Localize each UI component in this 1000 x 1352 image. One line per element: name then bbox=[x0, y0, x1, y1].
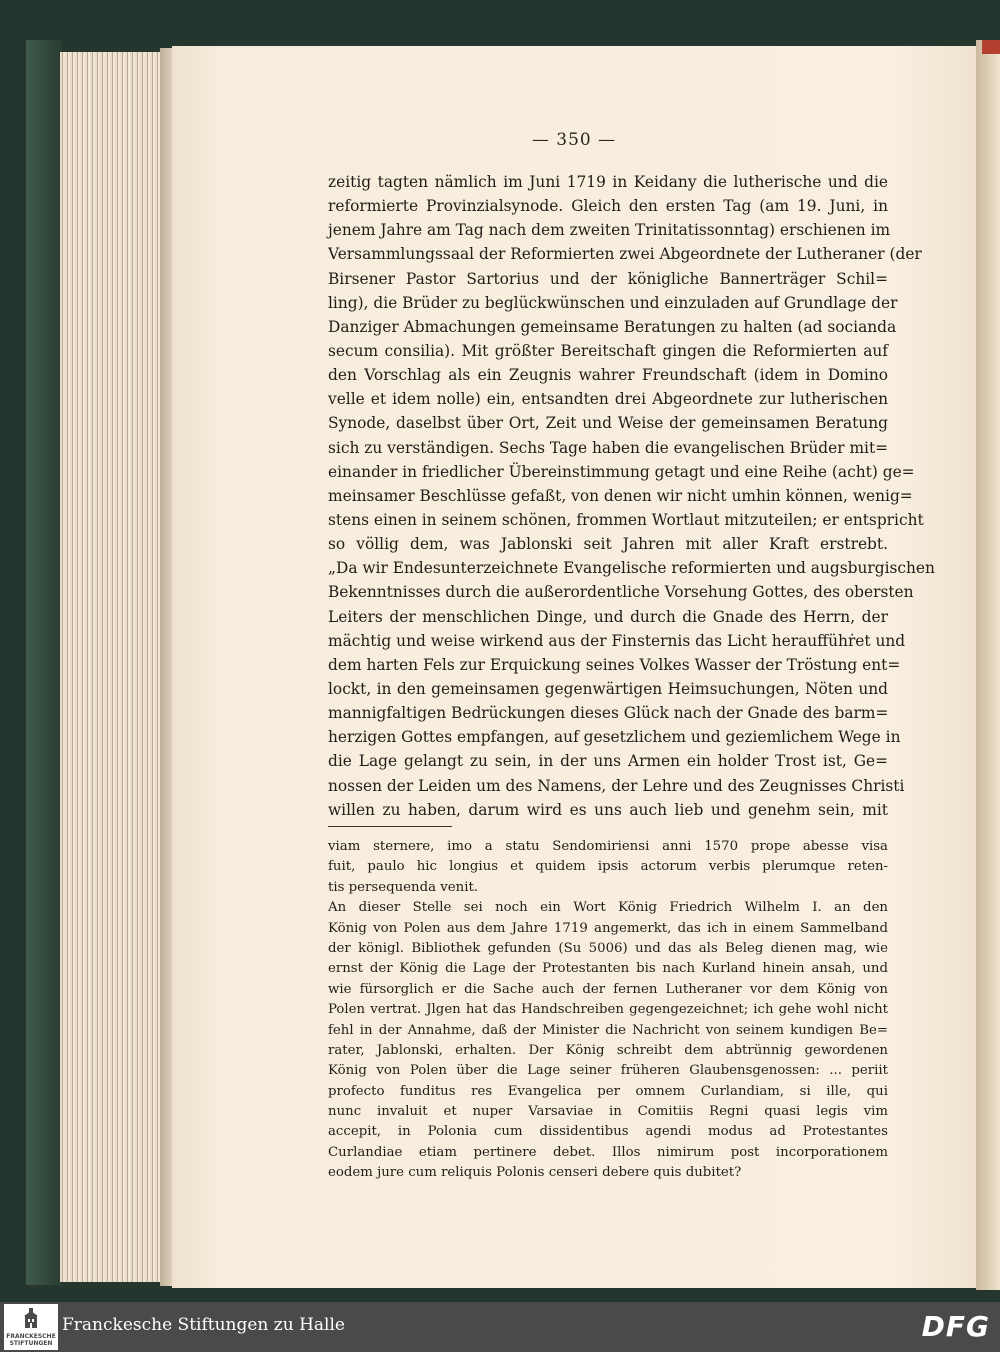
footnote-line: profecto funditus res Evangelica per omnem Curlandiam, si ille, qui bbox=[328, 1083, 888, 1099]
text-line: die Lage gelangt zu sein, in der uns Armen ein holder Trost ist, Ge= bbox=[328, 752, 888, 771]
footnote-block bbox=[328, 837, 888, 1184]
footnote-line: nunc invaluit et nuper Varsaviae in Comitiis Regni quasi legis vim bbox=[328, 1104, 888, 1120]
building-icon bbox=[22, 1308, 40, 1330]
text-line: so völlig dem, was Jablonski seit Jahren mit aller Kraft erstrebt. bbox=[328, 535, 888, 554]
text-line: den Vorschlag als ein Zeugnis wahrer Freundschaft (idem in Domino bbox=[328, 366, 888, 385]
text-line: dem harten Fels zur Erquickung seines Volkes Wasser der Tröstung ent= bbox=[328, 655, 901, 674]
dfg-logo[interactable]: DFG bbox=[921, 1310, 990, 1343]
footnote-line: der königl. Bibliothek gefunden (Su 5006) und das als Beleg dienen mag, wie bbox=[328, 940, 888, 956]
footnote-line: Polen vertrat. Jlgen hat das Handschreiben gegengezeichnet; ich gehe wohl nicht bbox=[328, 1002, 888, 1018]
text-line: Bekenntnisses durch die außerordentliche Vorsehung Gottes, des obersten bbox=[328, 583, 914, 602]
text-line: einander in friedlicher Übereinstimmung getagt und eine Reihe (acht) ge= bbox=[328, 462, 915, 481]
text-line: meinsamer Beschlüsse gefaßt, von denen wir nicht umhin können, wenig= bbox=[328, 486, 913, 505]
text-line: sich zu verständigen. Sechs Tage haben die evangelischen Brüder mit= bbox=[328, 438, 889, 457]
footnote-line: tis persequenda venit. bbox=[328, 879, 479, 895]
footnote-line: accepit, in Polonia cum dissidentibus agendi modus ad Protestantes bbox=[328, 1124, 888, 1140]
text-line: mannigfaltigen Bedrückungen dieses Glück nach der Gnade des barm= bbox=[328, 704, 889, 723]
footer-title[interactable]: Franckesche Stiftungen zu Halle bbox=[62, 1315, 345, 1335]
footnote-line: eodem jure cum reliquis Polonis censeri debere quis dubitet? bbox=[328, 1165, 742, 1181]
text-line: willen zu haben, darum wird es uns auch lieb und genehm sein, mit bbox=[328, 800, 888, 819]
text-line: Leiters der menschlichen Dinge, und durch die Gnade des Herrn, der bbox=[328, 607, 888, 626]
text-line: Birsener Pastor Sartorius und der königliche Bannerträger Schil= bbox=[328, 269, 888, 288]
text-line: „Da wir Endesunterzeichnete Evangelische reformierten und augsburgischen bbox=[328, 559, 935, 578]
footnote-line: König von Polen aus dem Jahre 1719 angemerkt, das ich in einem Sammelband bbox=[328, 920, 888, 936]
footnote-line: Curlandiae etiam pertinere debet. Illos nimirum post incorporationem bbox=[328, 1144, 888, 1160]
text-line: zeitig tagten nämlich im Juni 1719 in Keidany die lutherische und die bbox=[328, 173, 888, 191]
footnote-line: König von Polen über die Lage seiner früheren Glaubensgenossen: ... periit bbox=[328, 1063, 888, 1079]
logo-text bbox=[4, 1333, 58, 1347]
footnote-line: rater, Jablonski, erhalten. Der König schreibt dem abtrünnig gewordenen bbox=[328, 1042, 888, 1058]
viewer-footer bbox=[0, 1302, 1000, 1352]
text-line: herzigen Gottes empfangen, auf gesetzlichem und geziemlichem Wege in bbox=[328, 728, 901, 747]
text-line: velle et idem nolle) ein, entsandten drei Abgeordnete zur lutherischen bbox=[328, 390, 888, 409]
book-page bbox=[172, 46, 976, 1288]
text-line: Versammlungssaal der Reformierten zwei Abgeordnete der Lutheraner (der bbox=[328, 245, 922, 264]
text-line: lockt, in den gemeinsamen gegenwärtigen Heimsuchungen, Nöten und bbox=[328, 679, 888, 698]
text-line: Danziger Abmachungen gemeinsame Beratungen zu halten (ad socianda bbox=[328, 317, 897, 336]
text-line: mächtig und weise wirkend aus der Finsternis das Licht herauffühṙet und bbox=[328, 631, 906, 650]
footnote-line: ernst der König die Lage der Protestanten bis nach Kurland hinein ansah, und bbox=[328, 961, 888, 977]
footnote-line: wie fürsorglich er die Sache auch der fernen Lutheraner vor dem König von bbox=[328, 981, 888, 997]
text-line: Synode, daselbst über Ort, Zeit und Weise der gemeinsamen Beratung bbox=[328, 414, 888, 433]
facing-page-edge bbox=[976, 40, 1000, 1290]
franckesche-logo[interactable] bbox=[4, 1304, 58, 1350]
page-block-edges bbox=[60, 52, 165, 1282]
footnote-line: An dieser Stelle sei noch ein Wort König Friedrich Wilhelm I. an den bbox=[328, 900, 888, 916]
text-line: ling), die Brüder zu beglückwünschen und einzuladen auf Grundlage der bbox=[328, 293, 898, 312]
logo-text-line: STIFTUNGEN bbox=[9, 1340, 53, 1347]
footnote-divider bbox=[328, 826, 452, 827]
book-cover-edge bbox=[26, 40, 62, 1285]
footnote-line: fuit, paulo hic longius et quidem ipsis actorum verbis plerumque reten- bbox=[328, 859, 888, 875]
text-line: jenem Jahre am Tag nach dem zweiten Trinitatissonntag) erschienen im bbox=[328, 221, 891, 240]
text-line: secum consilia). Mit größter Bereitschaft gingen die Reformierten auf bbox=[328, 341, 888, 360]
footnote-line: viam sternere, imo a statu Sendomiriensi anni 1570 prope abesse visa bbox=[328, 839, 888, 854]
footnote-line: fehl in der Annahme, daß der Minister die Nachricht von seinem kundigen Be= bbox=[328, 1022, 888, 1038]
main-text-block bbox=[328, 170, 935, 822]
logo-text-line: FRANCKESCHE bbox=[6, 1333, 56, 1340]
text-line: stens einen in seinem schönen, frommen Wortlaut mitzuteilen; er entspricht bbox=[328, 510, 924, 529]
page-number: — 350 — bbox=[531, 130, 617, 150]
text-line: reformierte Provinzialsynode. Gleich den ersten Tag (am 19. Juni, in bbox=[328, 197, 888, 216]
text-line: nossen der Leiden um des Namens, der Lehre und des Zeugnisses Christi bbox=[328, 776, 905, 795]
